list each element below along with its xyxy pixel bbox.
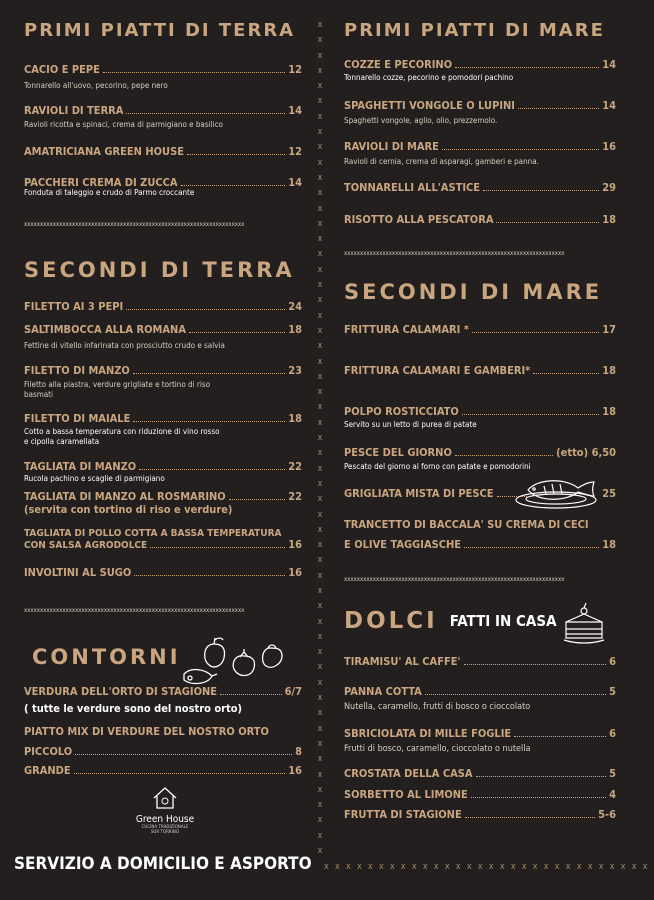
- menu-item: [344, 788, 616, 801]
- restaurant-logo: [122, 786, 208, 835]
- menu-item: [24, 323, 302, 336]
- item-description: Cotto a bassa temperatura con riduzione di vino rosso e cipolla caramellata: [24, 427, 220, 446]
- dot-leader: [471, 789, 606, 798]
- menu-item: [24, 490, 302, 503]
- item-price: 5: [609, 685, 616, 698]
- item-name: TAGLIATA DI POLLO COTTA A BASSA TEMPERATURA: [24, 528, 282, 539]
- dot-leader: [514, 728, 606, 737]
- item-description: Filetto alla piastra, verdure grigliate e tortino di riso basmati: [24, 380, 211, 399]
- item-price: 18: [602, 213, 616, 226]
- menu-item: [344, 181, 616, 194]
- dot-leader: [229, 491, 286, 500]
- menu-item: [24, 145, 302, 158]
- dot-leader: [442, 141, 599, 150]
- item-price: 18: [288, 323, 302, 336]
- section-separator: xxxxxxxxxxxxxxxxxxxxxxxxxxxxxxxxxxxxxxxxxxxxxxxxxxxxxxxxxxxxxxxxxxxxx: [344, 576, 565, 583]
- dot-leader: [220, 686, 282, 695]
- item-name: TAGLIATA DI MANZO AL ROSMARINO: [24, 490, 226, 503]
- item-price: 23: [288, 364, 302, 377]
- item-price: 18: [602, 405, 616, 418]
- dot-leader: [465, 809, 595, 818]
- menu-item: [24, 412, 302, 425]
- item-price: 8: [295, 745, 302, 758]
- dot-leader: [181, 177, 286, 186]
- item-name: SALTIMBOCCA ALLA ROMANA: [24, 323, 186, 336]
- item-name: INVOLTINI AL SUGO: [24, 566, 132, 579]
- item-name: VERDURA DELL'ORTO DI STAGIONE: [24, 685, 218, 698]
- menu-item: [24, 300, 302, 313]
- section-title-secondi-terra: SECONDI DI TERRA: [24, 258, 295, 282]
- item-name: TAGLIATA DI MANZO: [24, 460, 137, 473]
- item-name: E OLIVE TAGGIASCHE: [344, 538, 462, 551]
- dot-leader: [139, 461, 285, 470]
- item-name: SPAGHETTI VONGOLE O LUPINI: [344, 99, 515, 112]
- menu-item: [344, 364, 616, 377]
- item-price: 4: [609, 788, 616, 801]
- dot-leader: [533, 365, 599, 374]
- item-price: (etto) 6,50: [556, 446, 616, 459]
- menu-item: [24, 364, 302, 377]
- menu-item: [344, 99, 616, 112]
- menu-item: [344, 140, 616, 153]
- item-price: 18: [602, 364, 616, 377]
- menu-item: [344, 323, 616, 336]
- menu-item: [24, 745, 302, 758]
- item-price: 29: [602, 181, 616, 194]
- logo-subtitle: CUCINA TRADIZIONALE: [141, 825, 189, 830]
- item-price: 14: [602, 58, 616, 71]
- dot-leader: [134, 567, 285, 576]
- item-name: POLPO ROSTICCIATO: [344, 405, 459, 418]
- section-title-secondi-mare: SECONDI DI MARE: [344, 280, 603, 304]
- footer-delivery-text: SERVIZIO A DOMICILIO E ASPORTO: [14, 854, 312, 874]
- item-name: GRANDE: [24, 764, 71, 777]
- fish-plate-icon: [514, 472, 598, 512]
- dot-leader: [133, 365, 285, 374]
- item-description: Tonnarello all'uovo, pecorino, pepe nero: [24, 81, 168, 90]
- dot-leader: [496, 214, 599, 223]
- dot-leader: [126, 105, 285, 114]
- item-name: FRUTTA DI STAGIONE: [344, 808, 462, 821]
- section-separator: xxxxxxxxxxxxxxxxxxxxxxxxxxxxxxxxxxxxxxxxxxxxxxxxxxxxxxxxxxxxxxxxxxxxx: [24, 221, 245, 228]
- dot-leader: [455, 447, 553, 456]
- item-name: AMATRICIANA GREEN HOUSE: [24, 145, 184, 158]
- item-price: 24: [288, 300, 302, 313]
- item-name: CROSTATA DELLA CASA: [344, 767, 473, 780]
- column-divider: x x x x x x x x x x x x x x x x x x x x x x x x x x x x x x x x x x x x x x x x x x x x x x x x x x x x x x x: [317, 20, 323, 857]
- item-name: FILETTO AI 3 PEPI: [24, 300, 124, 313]
- menu-item: [344, 727, 616, 740]
- item-price: 16: [602, 140, 616, 153]
- item-price: 5: [609, 767, 616, 780]
- item-price: 22: [288, 460, 302, 473]
- item-price: 14: [288, 104, 302, 117]
- menu-item: [24, 63, 302, 76]
- dot-leader: [103, 64, 285, 73]
- item-description: Servito su un letto di purea di patate: [344, 420, 477, 429]
- menu-item: [344, 58, 616, 71]
- menu-item: [344, 685, 616, 698]
- item-price: 5-6: [598, 808, 616, 821]
- item-price: 18: [288, 412, 302, 425]
- section-title-primi-mare: PRIMI PIATTI DI MARE: [344, 20, 605, 41]
- item-price: 12: [288, 145, 302, 158]
- item-description: Spaghetti vongole, aglio, olio, prezzemolo.: [344, 116, 498, 125]
- section-subtitle-dolci: FATTI IN CASA: [449, 612, 557, 630]
- item-name: PESCE DEL GIORNO: [344, 446, 452, 459]
- item-name: PACCHERI CREMA DI ZUCCA: [24, 176, 178, 189]
- section-separator: xxxxxxxxxxxxxxxxxxxxxxxxxxxxxxxxxxxxxxxxxxxxxxxxxxxxxxxxxxxxxxxxxxxxx: [24, 607, 245, 614]
- item-price: 6: [609, 655, 616, 668]
- dot-leader: [464, 656, 607, 665]
- item-name: RAVIOLI DI TERRA: [24, 104, 124, 117]
- dot-leader: [518, 100, 599, 109]
- item-name: GRIGLIATA MISTA DI PESCE: [344, 487, 494, 500]
- item-name: RAVIOLI DI MARE: [344, 140, 439, 153]
- item-name: TONNARELLI ALL'ASTICE: [344, 181, 481, 194]
- item-price: 16: [288, 764, 302, 777]
- dot-leader: [425, 686, 606, 695]
- dot-leader: [150, 539, 285, 548]
- item-description: Ravioli di cernia, crema di asparagi, gamberi e panna.: [344, 157, 539, 166]
- menu-item: [344, 538, 616, 551]
- item-name: FILETTO DI MAIALE: [24, 412, 131, 425]
- item-name: CACIO E PEPE: [24, 63, 100, 76]
- menu-item: [344, 405, 616, 418]
- dot-leader: [455, 59, 599, 68]
- section-title-contorni: CONTORNI: [32, 645, 181, 669]
- dolci-header: [344, 608, 557, 634]
- item-note-text: ( tutte le verdure sono del nostro orto): [24, 702, 243, 715]
- cake-icon: [562, 602, 606, 644]
- section-title-primi-terra: PRIMI PIATTI DI TERRA: [24, 20, 296, 41]
- menu-item: [344, 655, 616, 668]
- item-name: TIRAMISU' AL CAFFE': [344, 655, 461, 668]
- item-description: Frutti di bosco, caramello, cioccolato o nutella: [344, 744, 531, 754]
- dot-leader: [189, 324, 285, 333]
- logo-location: SUR TORRINO: [150, 830, 180, 835]
- item-name: FRITTURA CALAMARI *: [344, 323, 469, 336]
- dot-leader: [464, 539, 599, 548]
- dot-leader: [187, 146, 285, 155]
- dot-leader: [133, 413, 285, 422]
- item-price: 18: [602, 538, 616, 551]
- item-price: 12: [288, 63, 302, 76]
- menu-item: [24, 104, 302, 117]
- item-name: PANNA COTTA: [344, 685, 422, 698]
- item-name: CON SALSA AGRODOLCE: [24, 540, 148, 551]
- item-price: 6: [609, 727, 616, 740]
- menu-item: [24, 566, 302, 579]
- dot-leader: [126, 301, 285, 310]
- item-note: [24, 503, 302, 516]
- dot-leader: [74, 765, 286, 774]
- item-description: Rucola pachino e scaglie di parmigiano: [24, 474, 165, 483]
- item-description: Nutella, caramello, frutti di bosco o cioccolato: [344, 702, 531, 712]
- item-price: 16: [288, 538, 302, 551]
- item-price: 22: [288, 490, 302, 503]
- menu-item: [344, 518, 616, 531]
- logo-name: Green House: [135, 814, 195, 825]
- menu-item: [24, 685, 302, 698]
- item-name: COZZE E PECORINO: [344, 58, 453, 71]
- item-name: PIATTO MIX DI VERDURE DEL NOSTRO ORTO: [24, 725, 269, 738]
- dot-leader: [476, 768, 607, 777]
- item-price: 14: [602, 99, 616, 112]
- item-name: TRANCETTO DI BACCALA' SU CREMA DI CECI: [344, 518, 589, 531]
- item-name: FILETTO DI MANZO: [24, 364, 130, 377]
- menu-item: [24, 725, 302, 738]
- dot-leader: [75, 746, 292, 755]
- item-price: 25: [602, 487, 616, 500]
- menu-item: [24, 538, 302, 551]
- menu-item: [344, 213, 616, 226]
- item-name: SBRICIOLATA DI MILLE FOGLIE: [344, 727, 512, 740]
- footer-divider: xxxxxxxxxxxxxxxxxxxxxxxxxxxxxx: [324, 862, 654, 872]
- menu-item: [344, 767, 616, 780]
- dot-leader: [462, 406, 599, 415]
- menu-item: [344, 446, 616, 459]
- vegetables-icon: [182, 636, 286, 690]
- item-price: 16: [288, 566, 302, 579]
- item-description: Fettine di vitello infarinata con prosciutto crudo e salvia: [24, 341, 225, 350]
- item-price: 6/7: [284, 685, 302, 698]
- section-separator: xxxxxxxxxxxxxxxxxxxxxxxxxxxxxxxxxxxxxxxxxxxxxxxxxxxxxxxxxxxxxxxxxxxxx: [344, 250, 565, 257]
- house-icon: [152, 786, 178, 810]
- menu-item: [344, 808, 616, 821]
- item-name: PICCOLO: [24, 745, 73, 758]
- item-note: [24, 702, 302, 715]
- section-title-dolci: DOLCI: [344, 608, 438, 634]
- item-description: Fonduta di taleggio e crudo di Parmo croccante: [24, 188, 195, 197]
- item-name: RISOTTO ALLA PESCATORA: [344, 213, 494, 226]
- dot-leader: [472, 324, 599, 333]
- item-price: 17: [602, 323, 616, 336]
- item-name: SORBETTO AL LIMONE: [344, 788, 468, 801]
- dot-leader: [483, 182, 599, 191]
- menu-item: [24, 460, 302, 473]
- item-description: Tonnarello cozze, pecorino e pomodori pachino: [344, 73, 514, 82]
- item-name: FRITTURA CALAMARI E GAMBERI*: [344, 364, 531, 377]
- item-note-text: (servita con tortino di riso e verdure): [24, 503, 233, 516]
- item-description: Pescato del giorno al forno con patate e pomodorini: [344, 462, 531, 471]
- item-price: 14: [288, 176, 302, 189]
- item-description: Ravioli ricotta e spinaci, crema di parmigiano e basilico: [24, 120, 223, 129]
- menu-item: [24, 764, 302, 777]
